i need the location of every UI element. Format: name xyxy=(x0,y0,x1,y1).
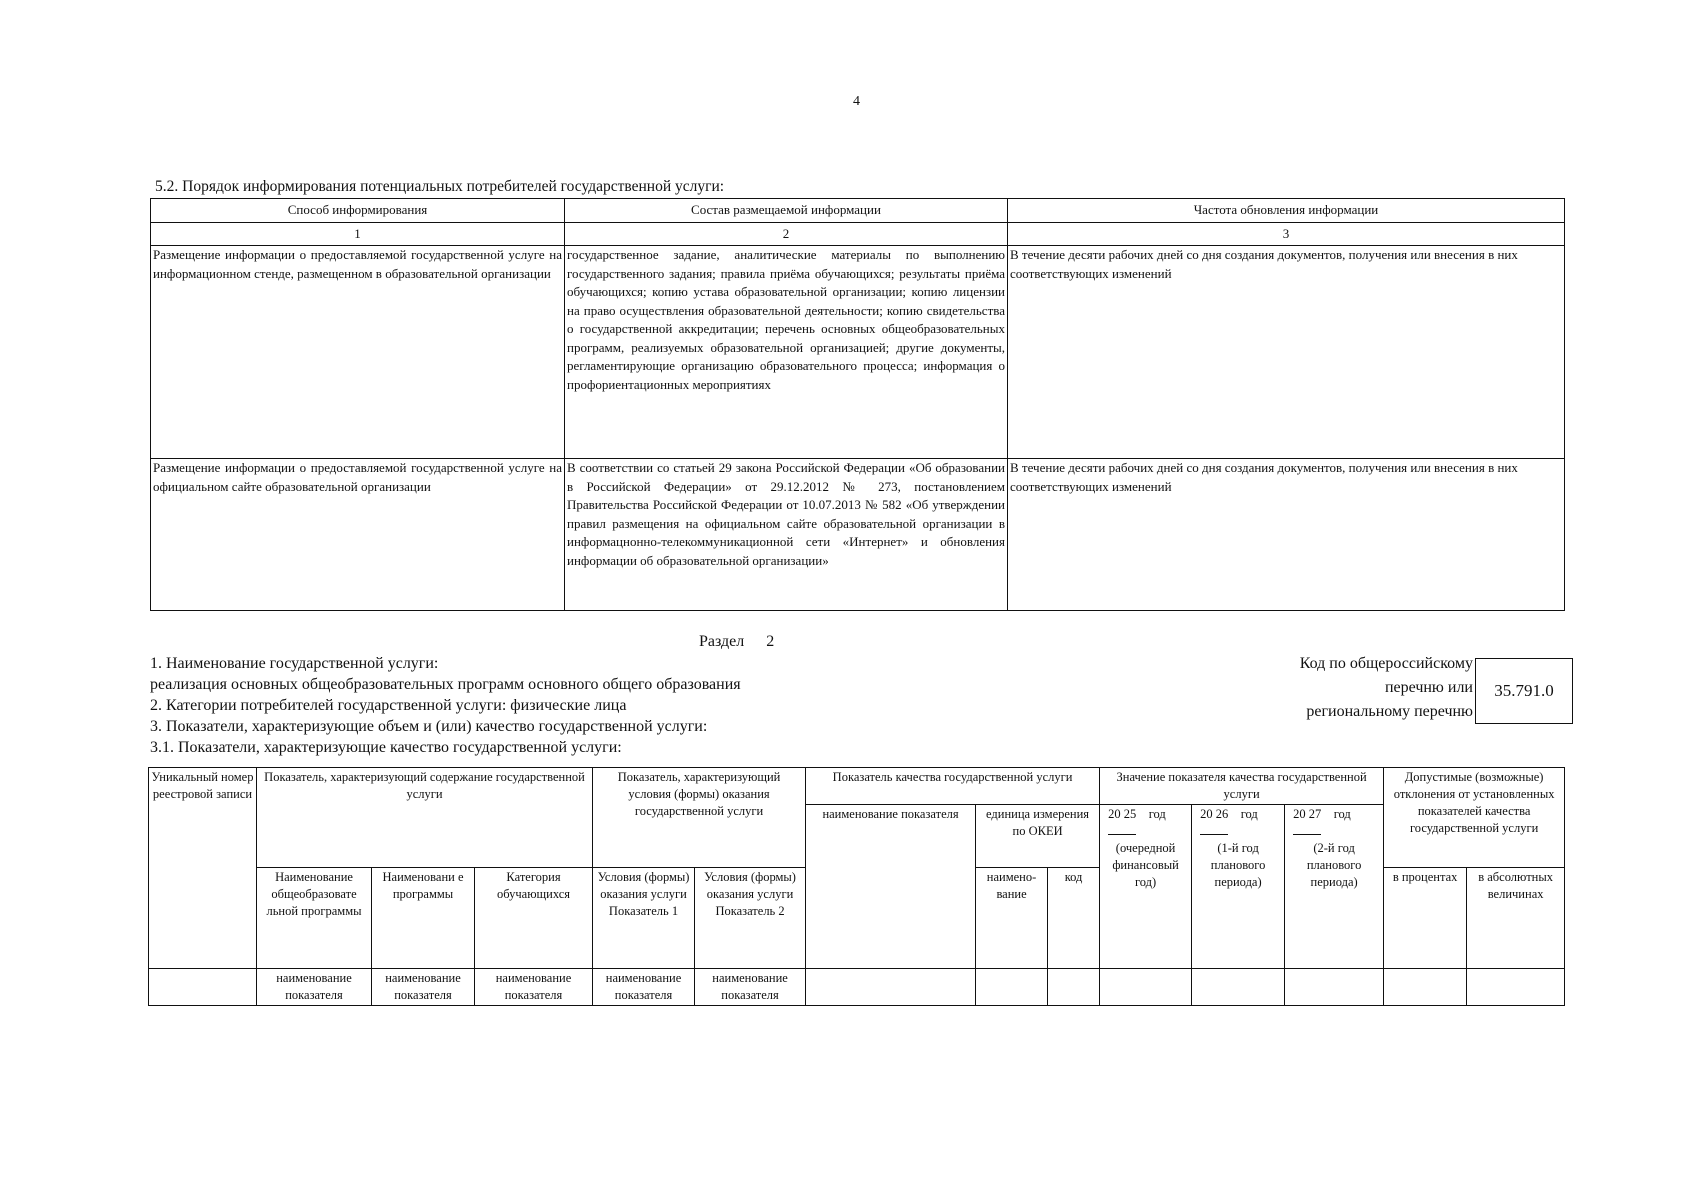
empty-cell xyxy=(1285,969,1384,1006)
unique-number-header: Уникальный номер реестровой записи xyxy=(149,768,257,969)
category-column-header: Категория обучающихся xyxy=(475,868,593,969)
method-cell: Размещение информации о предоставляемой государственной услуге на информационном стенде, размещенном в образовательной организации xyxy=(151,246,565,459)
table-row xyxy=(151,246,1565,459)
column-header: Частота обновления информации xyxy=(1008,199,1565,223)
indicator-name-label: наименование показателя xyxy=(475,969,593,1006)
year-2025-header: 20 25 год (очередной финансовый год) xyxy=(1100,805,1192,969)
quality-indicator-header: Показатель качества государственной услуги xyxy=(806,768,1100,805)
year-2026-header: 20 26 год (1-й год планового периода) xyxy=(1192,805,1285,969)
empty-cell xyxy=(1384,969,1467,1006)
table-header-row xyxy=(149,768,1565,805)
table-header-row xyxy=(151,199,1565,223)
service-name: реализация основных общеобразовательных программ основного общего образования xyxy=(150,676,741,693)
percent-column-header: в процентах xyxy=(1384,868,1467,969)
quality-indicators-table xyxy=(148,767,1565,1006)
unit-header: единица измерения по ОКЕИ xyxy=(976,805,1100,868)
information-table xyxy=(150,198,1565,611)
unit-name-column-header: наимено- вание xyxy=(976,868,1048,969)
content-indicator-header: Показатель, характеризующий содержание государственной услуги xyxy=(257,768,593,868)
column-header: Способ информирования xyxy=(151,199,565,223)
method-cell: Размещение информации о предоставляемой государственной услуге на официальном сайте образовательной организации xyxy=(151,459,565,611)
service-name-label: 1. Наименование государственной услуги: xyxy=(150,655,439,672)
indicators-label: 3. Показатели, характеризующие объем и (или) качество государственной услуги: xyxy=(150,718,708,735)
column-number: 2 xyxy=(565,223,1008,246)
indicator-value-header: Значение показателя качества государственной услуги xyxy=(1100,768,1384,805)
unit-code-column-header: код xyxy=(1048,868,1100,969)
deviation-header: Допустимые (возможные) отклонения от установленных показателей качества государственной услуги xyxy=(1384,768,1565,868)
content-cell: В соответствии со статьей 29 закона Российской Федерации «Об образовании в Российской Федерации» от 29.12.2012 № 273, постановлением Правительства Российской Федерации от 10.07.2013 № 582 «Об утверждении правил размещения на официальном сайте образовательной организации в информацнонно-телекоммуникационной сети «Интернет» и обновления информации об образовательной организации» xyxy=(565,459,1008,611)
consumer-categories: 2. Категории потребителей государственной услуги: физические лица xyxy=(150,697,627,714)
condition-2-column-header: Условия (формы) оказания услуги Показатель 2 xyxy=(695,868,806,969)
empty-cell xyxy=(1467,969,1565,1006)
code-label-line2: перечню или xyxy=(1384,679,1473,696)
indicator-name-header: наименование показателя xyxy=(806,805,976,969)
section-label: Раздел xyxy=(699,633,745,650)
frequency-cell: В течение десяти рабочих дней со дня создания документов, получения или внесения в них соответствующих изменений xyxy=(1008,459,1565,611)
code-label-line1: Код по общероссийскому xyxy=(1299,655,1473,672)
page-number: 4 xyxy=(853,94,860,109)
column-header: Состав размещаемой информации xyxy=(565,199,1008,223)
frequency-cell: В течение десяти рабочих дней со дня создания документов, получения или внесения в них соответствующих изменений xyxy=(1008,246,1565,459)
section-title: 5.2. Порядок информирования потенциальных потребителей государственной услуги: xyxy=(155,178,725,195)
section-heading xyxy=(699,633,774,651)
empty-cell xyxy=(149,969,257,1006)
empty-cell xyxy=(1192,969,1285,1006)
registry-code-box: 35.791.0 xyxy=(1475,658,1573,724)
indicator-name-label: наименование показателя xyxy=(372,969,475,1006)
empty-cell xyxy=(1100,969,1192,1006)
indicator-name-label: наименование показателя xyxy=(695,969,806,1006)
indicator-name-label: наименование показателя xyxy=(593,969,695,1006)
absolute-column-header: в абсолютных величинах xyxy=(1467,868,1565,969)
condition-1-column-header: Условия (формы) оказания услуги Показатель 1 xyxy=(593,868,695,969)
column-number: 3 xyxy=(1008,223,1565,246)
conditions-indicator-header: Показатель, характеризующий условия (формы) оказания государственной услуги xyxy=(593,768,806,868)
code-label-line3: региональному перечню xyxy=(1306,703,1473,720)
table-row xyxy=(151,459,1565,611)
table-row xyxy=(149,969,1565,1006)
empty-cell xyxy=(1048,969,1100,1006)
program-column-header: Наименование общеобразовате льной программы xyxy=(257,868,372,969)
section-number: 2 xyxy=(766,633,775,650)
year-2027-header: 20 27 год (2-й год планового периода) xyxy=(1285,805,1384,969)
quality-indicators-label: 3.1. Показатели, характеризующие качество государственной услуги: xyxy=(150,739,622,756)
program-name-column-header: Наименовани е программы xyxy=(372,868,475,969)
content-cell: государственное задание, аналитические материалы по выполнению государственного задания; правила приёма обучающихся; результаты приёма обучающихся; копию устава образовательной организации; копию лицензии на право осуществления образовательной деятельности; копию свидетельства о государственной аккредитации; перечень основных общеобразовательных программ, реализуемых образовательной организацией; другие документы, регламентирующие организацию образовательного процесса; информация о профориентационных мероприятиях xyxy=(565,246,1008,459)
empty-cell xyxy=(806,969,976,1006)
column-number-row xyxy=(151,223,1565,246)
empty-cell xyxy=(976,969,1048,1006)
indicator-name-label: наименование показателя xyxy=(257,969,372,1006)
column-number: 1 xyxy=(151,223,565,246)
